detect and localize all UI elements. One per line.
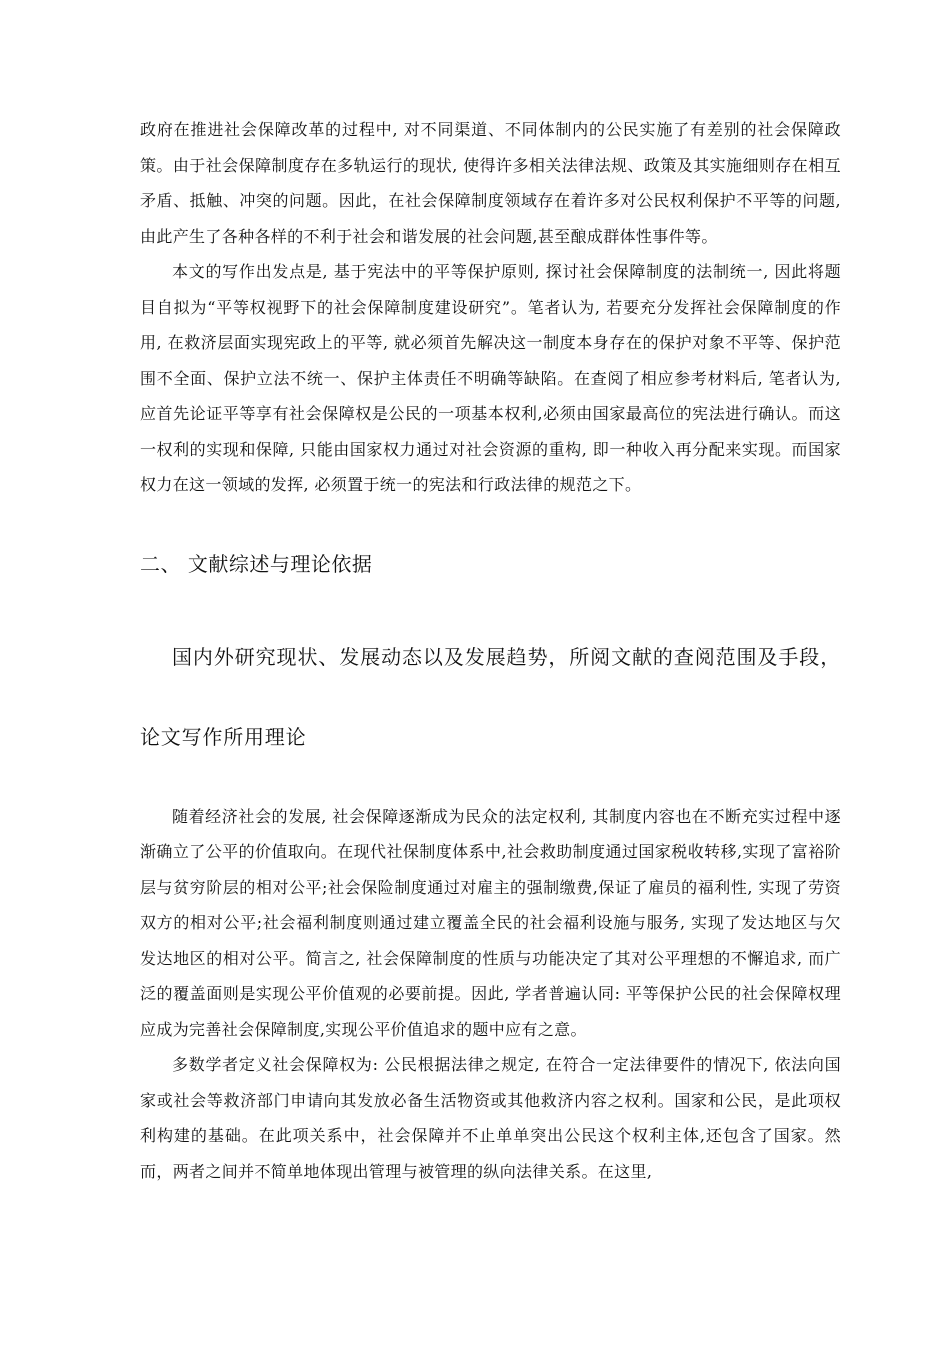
intro-paragraph-2: 本文的写作出发点是, 基于宪法中的平等保护原则, 探讨社会保障制度的法制统一, 因此将题目自拟为“平等权视野下的社会保障制度建设研究”。笔者认为, 若要充分发挥社会保障制度的作用, 在救济层面实现宪政上的平等, 就必须首先解决这一制度本身存在的保护对象不平等、保护范围不全面、保护立法不统一、保护主体责任不明确等缺陷。在查阅了相应参考材料后, 笔者认为, 应首先论证平等享有社会保障权是公民的一项基本权利,必须由国家最高位的宪法进行确认。而这一权利的实现和保障, 只能由国家权力通过对社会资源的重构, 即一种收入再分配来实现。而国家权力在这一领域的发挥, 必须置于统一的宪法和行政法律的规范之下。 bbox=[140, 262, 841, 494]
sub-heading: 国内外研究现状、发展动态以及发展趋势，所阅文献的查阅范围及手段，论文写作所用理论 bbox=[140, 644, 841, 749]
body-paragraph-2: 多数学者定义社会保障权为: 公民根据法律之规定, 在符合一定法律要件的情况下, 依法向国家或社会等救济部门申请向其发放必备生活物资或其他救济内容之权利。国家和公民，是此项权利构建的基础。在此项关系中，社会保障并不止单单突出公民这个权利主体,还包含了国家。然而，两者之间并不简单地体现出管理与被管理的纵向法律关系。在这里, bbox=[140, 1055, 841, 1181]
section-heading: 二、 文献综述与理论依据 bbox=[140, 551, 373, 576]
intro-paragraph-1: 政府在推进社会保障改革的过程中, 对不同渠道、不同体制内的公民实施了有差别的社会保障政策。由于社会保障制度存在多轨运行的现状, 使得许多相关法律法规、政策及其实施细则存在相互矛盾、抵触、冲突的问题。因此，在社会保障制度领域存在着许多对公民权利保护不平等的问题, 由此产生了各种各样的不利于社会和谐发展的社会问题,甚至酿成群体性事件等。 bbox=[140, 120, 841, 246]
document-page bbox=[140, 112, 841, 1189]
body-paragraph-1: 随着经济社会的发展, 社会保障逐渐成为民众的法定权利, 其制度内容也在不断充实过程中逐渐确立了公平的价值取向。在现代社保制度体系中,社会救助制度通过国家税收转移,实现了富裕阶层与贫穷阶层的相对公平;社会保险制度通过对雇主的强制缴费,保证了雇员的福利性, 实现了劳资双方的相对公平;社会福利制度则通过建立覆盖全民的社会福利设施与服务, 实现了发达地区与欠发达地区的相对公平。简言之, 社会保障制度的性质与功能决定了其对公平理想的不懈追求, 而广泛的覆盖面则是实现公平价值观的必要前提。因此, 学者普遍认同: 平等保护公民的社会保障权理应成为完善社会保障制度,实现公平价值追求的题中应有之意。 bbox=[140, 806, 841, 1039]
